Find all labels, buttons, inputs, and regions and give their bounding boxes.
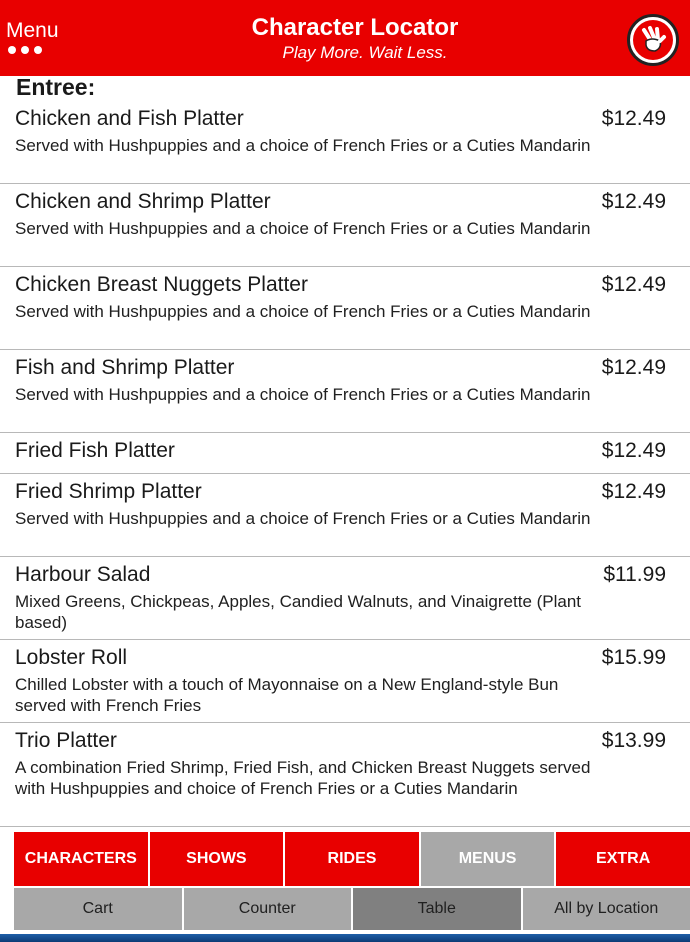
item-description: Chilled Lobster with a touch of Mayonnaise on a New England-style Bun served with French Fries (15, 675, 559, 715)
subtab-table[interactable]: Table (353, 888, 523, 930)
menu-item[interactable] (0, 267, 690, 350)
item-name: Fish and Shrimp Platter (15, 356, 235, 379)
subtab-all-by-location[interactable]: All by Location (523, 888, 690, 930)
item-price: $12.49 (601, 480, 666, 503)
menu-item[interactable] (0, 101, 690, 184)
menu-item[interactable] (0, 557, 690, 640)
item-description: Served with Hushpuppies and a choice of French Fries or a Cuties Mandarin (15, 136, 591, 155)
menu-item[interactable] (0, 433, 690, 474)
tab-extra[interactable]: EXTRA (556, 832, 690, 886)
item-description: Served with Hushpuppies and a choice of French Fries or a Cuties Mandarin (15, 302, 591, 321)
app-header (0, 0, 690, 76)
service-subtabs (14, 888, 690, 930)
item-price: $13.99 (601, 729, 666, 752)
menu-item[interactable] (0, 723, 690, 827)
app-subtitle: Play More. Wait Less. (282, 43, 448, 62)
item-description: Served with Hushpuppies and a choice of French Fries or a Cuties Mandarin (15, 219, 591, 238)
item-name: Fried Shrimp Platter (15, 480, 202, 503)
item-price: $11.99 (603, 563, 666, 586)
bottom-bar (0, 934, 690, 942)
item-name: Lobster Roll (15, 646, 128, 669)
item-price: $12.49 (601, 273, 666, 296)
subtab-counter[interactable]: Counter (184, 888, 354, 930)
tab-menus[interactable]: MENUS (421, 832, 557, 886)
item-name: Trio Platter (15, 729, 117, 752)
item-price: $12.49 (601, 190, 666, 213)
tab-shows[interactable]: SHOWS (150, 832, 286, 886)
mouse-glove-icon[interactable] (627, 14, 679, 66)
category-tabs (14, 832, 690, 886)
menu-item[interactable] (0, 474, 690, 557)
section-title: Entree: (16, 74, 96, 100)
item-name: Harbour Salad (15, 563, 151, 586)
menu-label: Menu (6, 19, 59, 42)
menu-item-list (0, 101, 690, 827)
item-price: $15.99 (601, 646, 666, 669)
item-name: Chicken and Fish Platter (15, 107, 244, 130)
tab-characters[interactable]: CHARACTERS (14, 832, 150, 886)
tab-rides[interactable]: RIDES (285, 832, 421, 886)
item-price: $12.49 (601, 107, 666, 130)
subtab-cart[interactable]: Cart (14, 888, 184, 930)
item-name: Fried Fish Platter (15, 439, 175, 462)
menu-item[interactable] (0, 184, 690, 267)
item-name: Chicken and Shrimp Platter (15, 190, 271, 213)
item-description: Served with Hushpuppies and a choice of French Fries or a Cuties Mandarin (15, 385, 591, 404)
item-name: Chicken Breast Nuggets Platter (15, 273, 308, 296)
item-price: $12.49 (601, 439, 666, 462)
menu-item[interactable] (0, 350, 690, 433)
app-title: Character Locator (251, 14, 459, 41)
item-description: Mixed Greens, Chickpeas, Apples, Candied Walnuts, and Vinaigrette (Plant based) (15, 592, 582, 632)
item-description: Served with Hushpuppies and a choice of French Fries or a Cuties Mandarin (15, 509, 591, 528)
menu-item[interactable] (0, 640, 690, 723)
item-price: $12.49 (601, 356, 666, 379)
item-description: A combination Fried Shrimp, Fried Fish, and Chicken Breast Nuggets served with Hushpuppies and choice of French Fries or a Cuties Mandarin (15, 758, 591, 798)
